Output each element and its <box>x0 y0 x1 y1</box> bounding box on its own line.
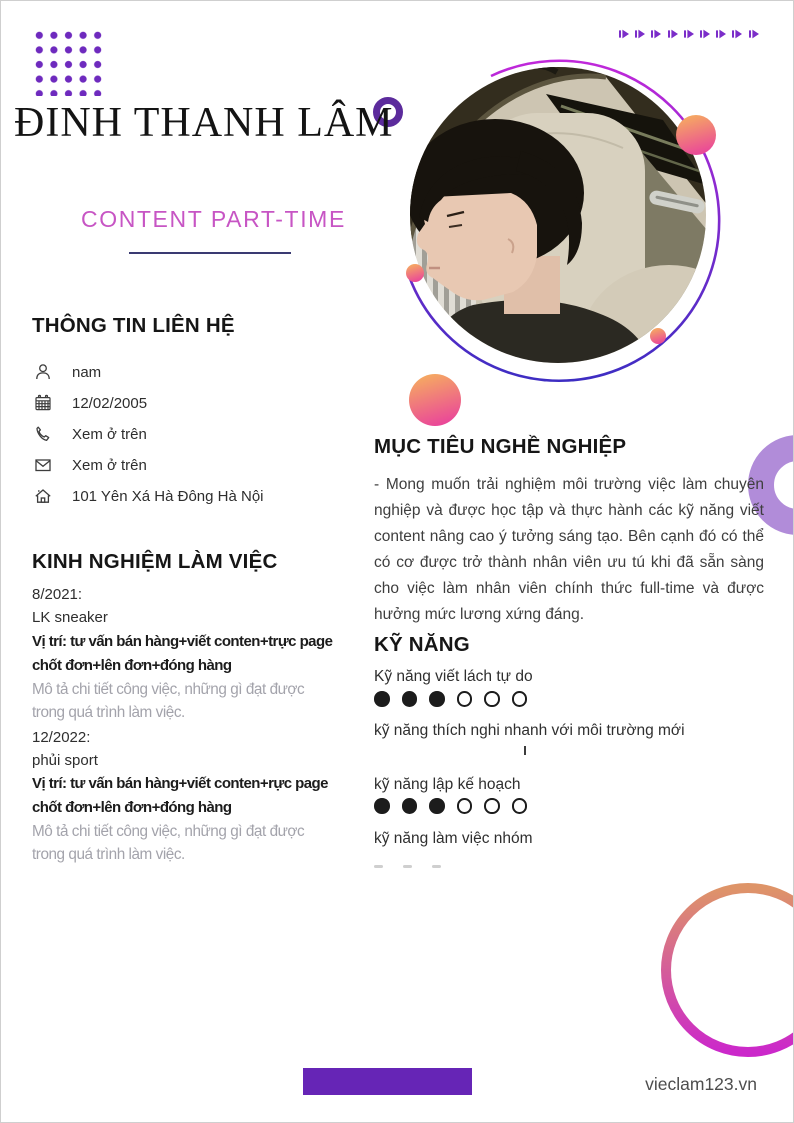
skill-label: Kỹ năng viết lách tự do <box>374 668 533 685</box>
experience-description: trong quá trình làm việc. <box>32 703 185 721</box>
rating-dot-filled <box>374 691 390 707</box>
gradient-ball-decoration <box>409 374 461 426</box>
experience-position: chốt đơn+lên đơn+đóng hàng <box>32 799 232 817</box>
objective-section-title: MỤC TIÊU NGHỀ NGHIỆP <box>374 435 627 458</box>
experience-position: chốt đơn+lên đơn+đóng hàng <box>32 656 232 674</box>
rating-dot-filled <box>374 798 390 814</box>
skill-rating-dots <box>374 798 527 814</box>
candidate-job-title: CONTENT PART-TIME <box>81 206 346 232</box>
arrow-icon <box>749 29 759 39</box>
faded-dots-decoration <box>374 865 441 868</box>
experience-position: Vị trí: tư vấn bán hàng+viết conten+trực page <box>32 632 333 650</box>
gradient-ball-decoration <box>650 328 666 344</box>
experience-position: Vị trí: tư vấn bán hàng+viết conten+rực page <box>32 775 328 793</box>
arrow-icon <box>619 29 629 39</box>
rating-dot-filled <box>402 691 418 707</box>
experience-company: LK sneaker <box>32 609 108 627</box>
contact-section-title: THÔNG TIN LIÊN HỆ <box>32 314 235 337</box>
experience-description: Mô tả chi tiết công việc, những gì đạt được <box>32 823 305 841</box>
contact-value: Xem ở trên <box>72 456 147 474</box>
rating-dot-empty <box>512 798 528 814</box>
experience-company: phủi sport <box>32 751 98 769</box>
rating-dot-empty <box>512 691 528 707</box>
bottom-ring-decoration <box>656 878 794 1063</box>
contact-value: nam <box>72 363 102 381</box>
rating-dot-filled <box>402 798 418 814</box>
rating-dot-filled <box>429 798 445 814</box>
arrow-row-decoration <box>619 29 759 39</box>
arrow-icon <box>732 29 742 39</box>
experience-list <box>32 583 332 866</box>
experience-entry <box>32 583 332 724</box>
rating-dot-empty <box>484 691 500 707</box>
rating-dot-empty <box>457 691 473 707</box>
skill-label: kỹ năng làm việc nhóm <box>374 830 533 847</box>
envelope-icon <box>34 456 52 474</box>
person-icon <box>34 363 52 381</box>
skill-label: kỹ năng lập kế hoạch <box>374 776 521 793</box>
footer-bar-decoration <box>303 1068 472 1095</box>
calendar-icon <box>34 394 52 412</box>
contact-row-gender <box>34 361 101 383</box>
candidate-name: ĐINH THANH LÂM <box>14 100 394 146</box>
experience-date: 12/2022: <box>32 728 91 746</box>
contact-row-phone <box>34 423 147 445</box>
dot-grid-decoration <box>30 26 104 96</box>
contact-row-birthdate <box>34 392 147 414</box>
house-icon <box>34 487 52 505</box>
gradient-ball-decoration <box>406 264 424 282</box>
arrow-icon <box>668 29 678 39</box>
experience-description: Mô tả chi tiết công việc, những gì đạt được <box>32 680 305 698</box>
rating-dot-filled <box>429 691 445 707</box>
experience-section-title: KINH NGHIỆM LÀM VIỆC <box>32 550 278 573</box>
experience-description: trong quá trình làm việc. <box>32 846 185 864</box>
photo-image <box>406 56 731 421</box>
experience-date: 8/2021: <box>32 586 83 603</box>
rating-dot-empty <box>457 798 473 814</box>
title-underline <box>129 252 291 254</box>
contact-value: 101 Yên Xá Hà Đông Hà Nội <box>72 487 264 505</box>
arrow-icon <box>716 29 726 39</box>
profile-photo <box>391 41 731 431</box>
arrow-icon <box>700 29 710 39</box>
experience-entry <box>32 726 332 867</box>
arrow-icon <box>635 29 645 39</box>
arrow-icon <box>684 29 694 39</box>
skill-label: kỹ năng thích nghi nhanh với môi trường mới <box>374 722 685 739</box>
contact-value: 12/02/2005 <box>72 394 148 412</box>
contact-row-email <box>34 454 147 476</box>
skill-rating-dots <box>374 691 527 707</box>
skills-section-title: KỸ NĂNG <box>374 633 470 656</box>
arrow-icon <box>651 29 661 39</box>
contact-value: Xem ở trên <box>72 425 147 443</box>
phone-icon <box>34 425 52 443</box>
gradient-ball-decoration <box>676 115 716 155</box>
objective-text: - Mong muốn trải nghiệm môi trường việc làm chuyên nghiệp và được học tập và thực hành các kỹ năng viết content nâng cao ý tưởng sáng tạo. Bên cạnh đó có thể có cơ được trở thành nhân viên ưu tú khi đã sẵn sàng cho việc làm nhân viên chính thức full-time và được hưởng mức lương xứng đáng. <box>374 476 764 623</box>
rating-dot-empty <box>484 798 500 814</box>
watermark-text: vieclam123.vn <box>645 1074 757 1094</box>
cursor-tick-decoration <box>524 746 526 755</box>
contact-row-address <box>34 485 264 507</box>
